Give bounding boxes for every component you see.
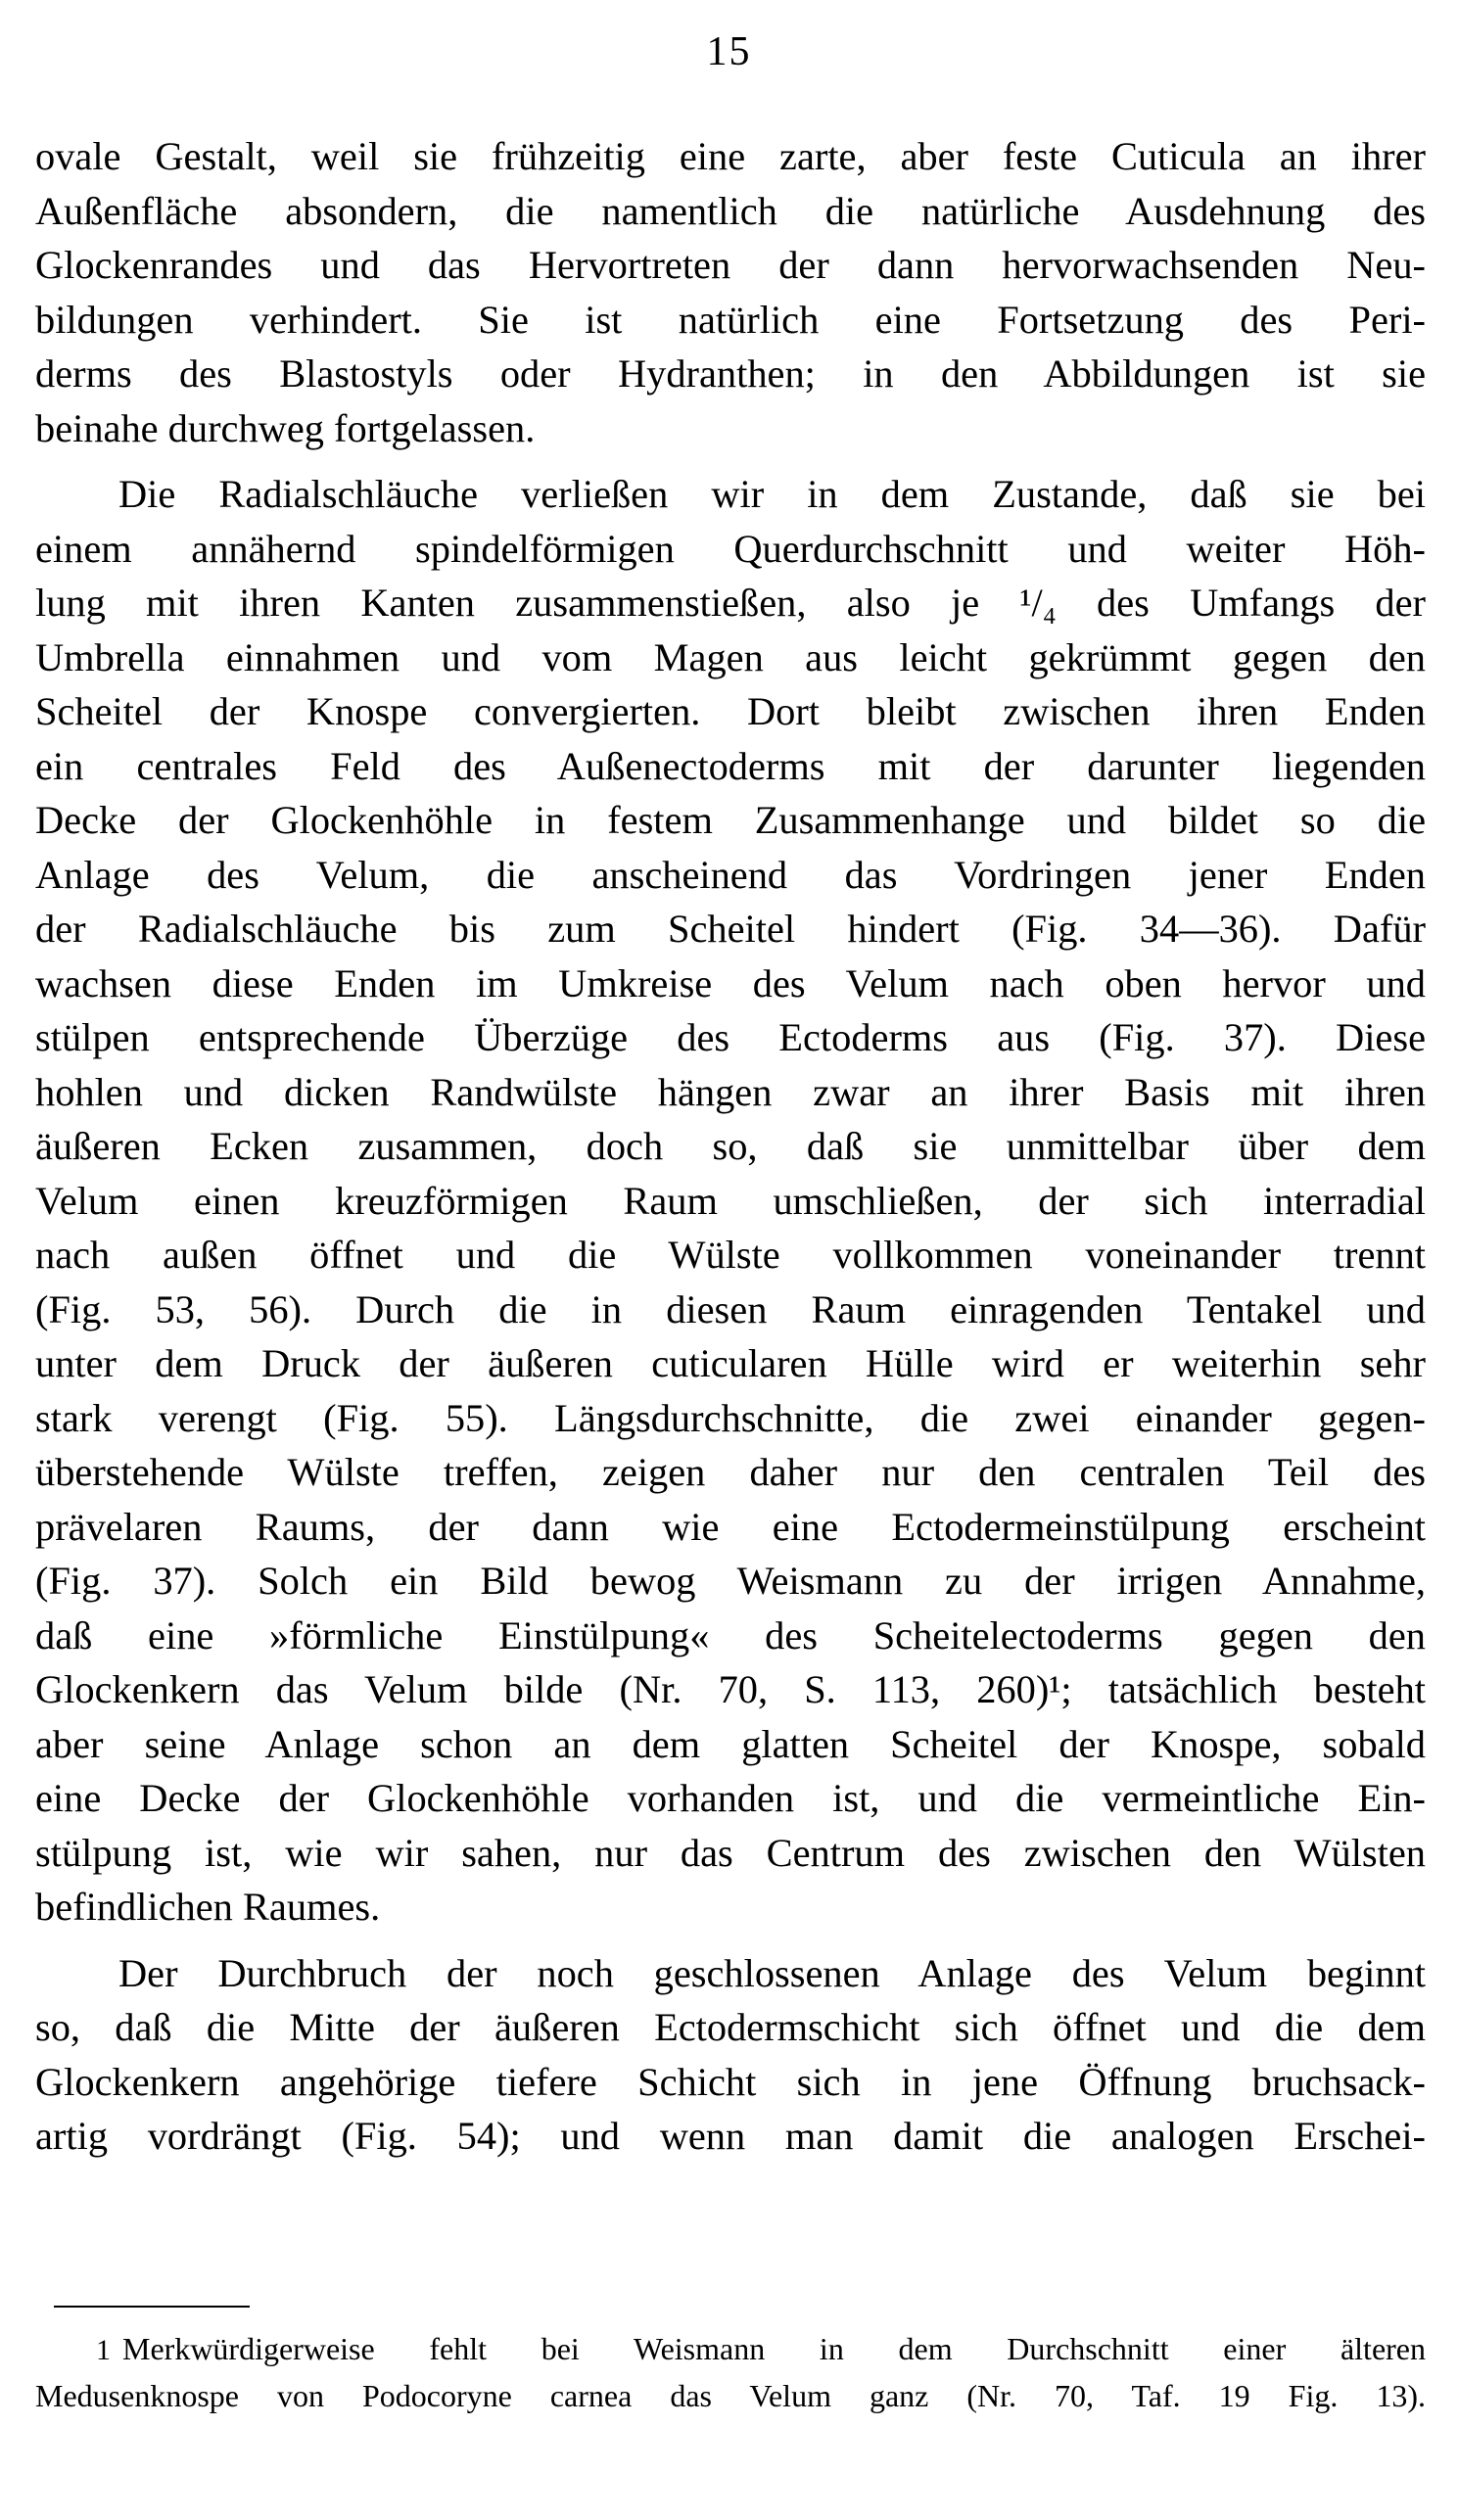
page-number: 15 <box>706 29 752 74</box>
text-line: bildungen verhindert. Sie ist natürlich eine Fortsetzung des Peri- <box>35 297 1426 342</box>
text-line: (Fig. 53, 56). Durch die in diesen Raum einragenden Tentakel und <box>35 1286 1426 1331</box>
text-line: ovale Gestalt, weil sie frühzeitig eine zarte, aber feste Cuticula an ihrer <box>35 134 1426 178</box>
text-line: lung mit ihren Kanten zusammenstießen, also je ¹/₄ des Umfangs der <box>35 581 1426 625</box>
text-line: Anlage des Velum, die anscheinend das Vordringen jener Enden <box>35 852 1426 897</box>
text-line: so, daß die Mitte der äußeren Ectodermschicht sich öffnet und die dem <box>35 2005 1426 2049</box>
text-line: stülpung ist, wie wir sahen, nur das Centrum des zwischen den Wülsten <box>35 1830 1426 1875</box>
paragraph-2 <box>35 467 1426 1935</box>
text-line: stark verengt (Fig. 55). Längsdurchschnitte, die zwei einander gegen- <box>35 1395 1426 1440</box>
paragraph-1 <box>35 129 1426 455</box>
footnote-text: Merkwürdigerweise fehlt bei Weismann in dem Durchschnitt einer älteren <box>122 2331 1426 2366</box>
text-line: Der Durchbruch der noch geschlossenen Anlage des Velum beginnt <box>118 1950 1426 1995</box>
text-line: Glockenkern angehörige tiefere Schicht sich in jene Öffnung bruchsack- <box>35 2059 1426 2104</box>
text-line: hohlen und dicken Randwülste hängen zwar an ihrer Basis mit ihren <box>35 1069 1426 1114</box>
body-text <box>35 129 1426 2164</box>
text-line: ein centrales Feld des Außenectoderms mit der darunter liegenden <box>35 743 1426 788</box>
text-line: Scheitel der Knospe convergierten. Dort bleibt zwischen ihren Enden <box>35 689 1426 733</box>
text-line: derms des Blastostyls oder Hydranthen; in den Abbildungen ist sie <box>35 351 1426 396</box>
paragraph-gap <box>35 455 1426 467</box>
text-line: überstehende Wülste treffen, zeigen daher nur den centralen Teil des <box>35 1450 1426 1494</box>
text-line: Umbrella einnahmen und vom Magen aus leicht gekrümmt gegen den <box>35 634 1426 679</box>
text-line: unter dem Druck der äußeren cuticularen Hülle wird er weiterhin sehr <box>35 1341 1426 1385</box>
text-line: daß eine »förmliche Einstülpung« des Scheitelectoderms gegen den <box>35 1612 1426 1657</box>
paragraph-gap <box>35 1935 1426 1946</box>
text-line: (Fig. 37). Solch ein Bild bewog Weismann zu der irrigen Annahme, <box>35 1559 1426 1603</box>
text-line: nach außen öffnet und die Wülste vollkommen voneinander trennt <box>35 1233 1426 1277</box>
text-line: Die Radialschläuche verließen wir in dem Zustande, daß sie bei <box>118 472 1426 516</box>
text-line: Außenfläche absondern, die namentlich die natürliche Ausdehnung des <box>35 188 1426 233</box>
text-line: artig vordrängt (Fig. 54); und wenn man damit die analogen Erschei- <box>35 2114 1426 2158</box>
paragraph-3 <box>35 1946 1426 2164</box>
text-line: Velum einen kreuzförmigen Raum umschließen, der sich interradial <box>35 1178 1426 1223</box>
text-line: äußeren Ecken zusammen, doch so, daß sie unmittelbar über dem <box>35 1124 1426 1168</box>
footnote-divider <box>54 2306 250 2308</box>
text-line: eine Decke der Glockenhöhle vorhanden ist, und die vermeintliche Ein- <box>35 1776 1426 1820</box>
text-line: stülpen entsprechende Überzüge des Ectoderms aus (Fig. 37). Diese <box>35 1015 1426 1059</box>
footnotes <box>35 2326 1426 2418</box>
text-line: prävelaren Raums, der dann wie eine Ectodermeinstülpung erscheint <box>35 1504 1426 1549</box>
footnote-marker: 1 <box>96 2334 111 2366</box>
text-line: Glockenrandes und das Hervortreten der dann hervorwachsenden Neu- <box>35 243 1426 287</box>
text-line: beinahe durchweg fortgelassen. <box>35 405 536 450</box>
footnote-line: Medusenknospe von Podocoryne carnea das Velum ganz (Nr. 70, Taf. 19 Fig. 13). <box>35 2378 1426 2413</box>
text-line: einem annähernd spindelförmigen Querdurchschnitt und weiter Höh- <box>35 526 1426 571</box>
text-line: Glockenkern das Velum bilde (Nr. 70, S. 113, 260)¹; tatsächlich besteht <box>35 1667 1426 1711</box>
text-line: befindlichen Raumes. <box>35 1885 381 1929</box>
footnote-line <box>35 2326 1426 2373</box>
text-line: wachsen diese Enden im Umkreise des Velum nach oben hervor und <box>35 960 1426 1005</box>
text-line: Decke der Glockenhöhle in festem Zusammenhange und bildet so die <box>35 798 1426 842</box>
text-line: der Radialschläuche bis zum Scheitel hindert (Fig. 34—36). Dafür <box>35 907 1426 951</box>
text-line: aber seine Anlage schon an dem glatten Scheitel der Knospe, sobald <box>35 1721 1426 1766</box>
